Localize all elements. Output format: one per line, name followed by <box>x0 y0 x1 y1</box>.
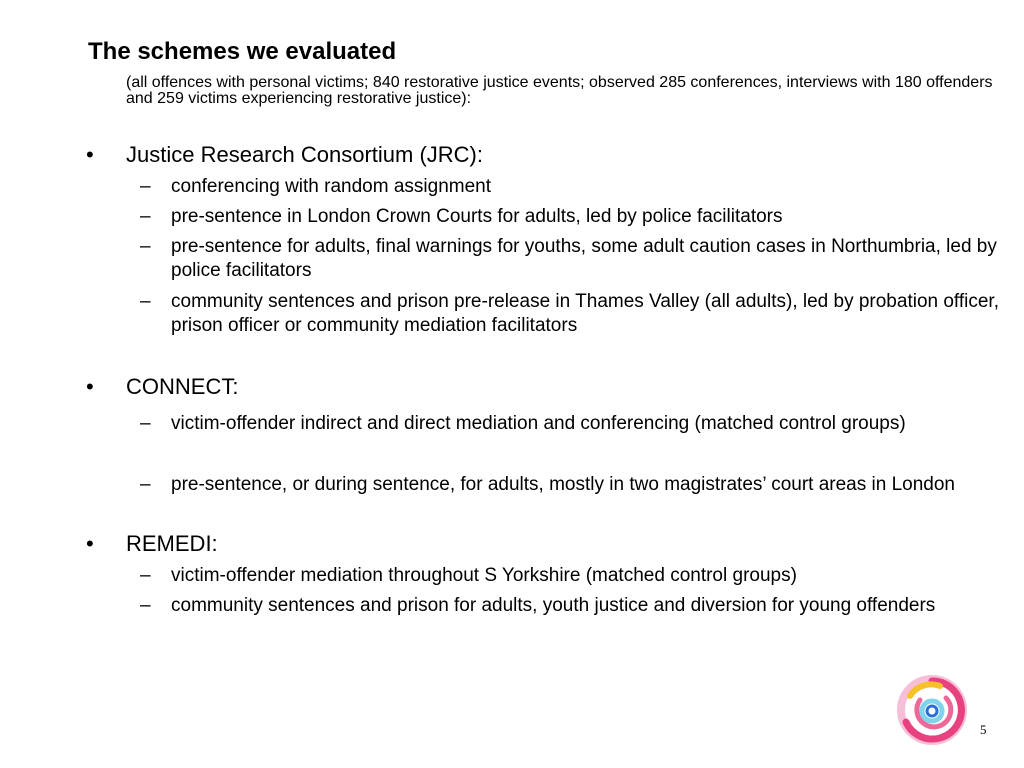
list-item-text: pre-sentence in London Crown Courts for adults, led by police facilitators <box>171 206 783 227</box>
dash-icon: – <box>140 565 151 586</box>
list-item <box>140 471 1000 498</box>
list-item-text: community sentences and prison pre-release in Thames Valley (all adults), led by probation officer, prison officer or community mediation facilitators <box>171 291 999 336</box>
list-item <box>140 175 1000 199</box>
dash-icon: – <box>140 595 151 616</box>
page-number: 5 <box>980 722 987 737</box>
list-item <box>140 235 1000 283</box>
list-item-text: pre-sentence for adults, final warnings for youths, some adult caution cases in Northumbria, led by police facilitators <box>171 236 997 281</box>
list-item-text: conferencing with random assignment <box>171 176 492 197</box>
dash-icon: – <box>140 236 151 257</box>
dash-icon: – <box>140 206 151 227</box>
list-item <box>140 290 1000 338</box>
dash-icon: – <box>140 474 151 495</box>
bullet-icon: • <box>86 142 94 167</box>
list-item <box>140 594 1000 618</box>
bullet-label: CONNECT: <box>126 374 239 399</box>
bullet-icon: • <box>86 531 94 556</box>
list-item-text: victim-offender indirect and direct mediation and conferencing (matched control groups) <box>171 413 906 434</box>
list-item <box>140 205 1000 229</box>
list-item-text: victim-offender mediation throughout S Yorkshire (matched control groups) <box>171 565 797 586</box>
list-item <box>140 410 1000 437</box>
list-item <box>140 564 1000 588</box>
dash-icon: – <box>140 176 151 197</box>
slide-subtitle: (all offences with personal victims; 840 restorative justice events; observed 285 conferences, interviews with 180 offenders and 259 victims experiencing restorative justice): <box>126 74 993 107</box>
bullet-icon: • <box>86 374 94 399</box>
list-item-text: pre-sentence, or during sentence, for adults, mostly in two magistrates’ court areas in London <box>171 474 955 495</box>
swirl-logo-icon <box>896 674 968 746</box>
dash-icon: – <box>140 291 151 312</box>
list-item-text: community sentences and prison for adults, youth justice and diversion for young offenders <box>171 595 936 616</box>
dash-icon: – <box>140 413 151 434</box>
bullet-label: REMEDI: <box>126 531 218 556</box>
bullet-label: Justice Research Consortium (JRC): <box>126 142 483 167</box>
slide-title: The schemes we evaluated <box>88 38 397 65</box>
